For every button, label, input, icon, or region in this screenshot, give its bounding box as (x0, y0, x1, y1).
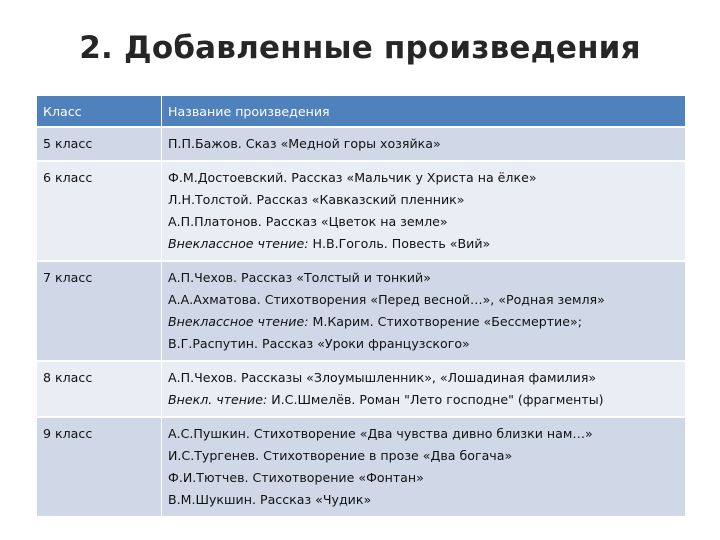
work-line (168, 311, 677, 333)
work-text: А.П.Чехов. Рассказы «Злоумышленник», «Лошадиная фамилия» (168, 370, 597, 385)
header-work-title: Название произведения (162, 96, 686, 127)
work-line (168, 167, 677, 189)
work-line (168, 467, 677, 489)
table-body (37, 127, 685, 516)
work-line (168, 133, 677, 155)
extracurricular-label: Внеклассное чтение: (168, 236, 309, 251)
work-line (168, 333, 677, 355)
work-line (168, 389, 677, 411)
table-header-row (37, 96, 685, 127)
work-text: А.П.Чехов. Рассказ «Толстый и тонкий» (168, 270, 431, 285)
work-text: В.Г.Распутин. Рассказ «Уроки французского» (168, 336, 470, 351)
work-text: Ф.И.Тютчев. Стихотворение «Фонтан» (168, 470, 424, 485)
works-cell (162, 417, 686, 516)
works-cell (162, 261, 686, 361)
works-table (37, 96, 685, 516)
work-text: М.Карим. Стихотворение «Бессмертие»; (308, 314, 582, 329)
grade-cell: 6 класс (37, 161, 162, 261)
work-line (168, 367, 677, 389)
work-line (168, 267, 677, 289)
work-text: Л.Н.Толстой. Рассказ «Кавказский пленник» (168, 192, 465, 207)
table-row (37, 127, 685, 161)
table-row (37, 161, 685, 261)
work-line (168, 211, 677, 233)
work-line (168, 289, 677, 311)
extracurricular-label: Внекл. чтение: (168, 392, 268, 407)
page-title: 2. Добавленные произведения (79, 30, 641, 66)
work-text: И.С.Тургенев. Стихотворение в прозе «Два богача» (168, 448, 513, 463)
extracurricular-label: Внеклассное чтение: (168, 314, 309, 329)
work-line (168, 189, 677, 211)
table-row (37, 261, 685, 361)
work-text: В.М.Шукшин. Рассказ «Чудик» (168, 492, 372, 507)
works-cell (162, 161, 686, 261)
work-text: Ф.М.Достоевский. Рассказ «Мальчик у Христа на ёлке» (168, 170, 537, 185)
grade-cell: 5 класс (37, 127, 162, 161)
grade-cell: 7 класс (37, 261, 162, 361)
work-text: А.С.Пушкин. Стихотворение «Два чувства дивно близки нам…» (168, 426, 593, 441)
work-line (168, 233, 677, 255)
work-line (168, 445, 677, 467)
grade-cell: 8 класс (37, 361, 162, 417)
work-line (168, 423, 677, 445)
work-text: А.П.Платонов. Рассказ «Цветок на земле» (168, 214, 448, 229)
table-row (37, 417, 685, 516)
work-text: П.П.Бажов. Сказ «Медной горы хозяйка» (168, 136, 441, 151)
work-text: Н.В.Гоголь. Повесть «Вий» (308, 236, 491, 251)
grade-cell: 9 класс (37, 417, 162, 516)
works-cell (162, 127, 686, 161)
header-grade: Класс (37, 96, 162, 127)
work-text: А.А.Ахматова. Стихотворения «Перед весной…», «Родная земля» (168, 292, 605, 307)
work-text: И.С.Шмелёв. Роман "Лето господне" (фрагменты) (267, 392, 604, 407)
work-line (168, 489, 677, 511)
works-cell (162, 361, 686, 417)
table-row (37, 361, 685, 417)
